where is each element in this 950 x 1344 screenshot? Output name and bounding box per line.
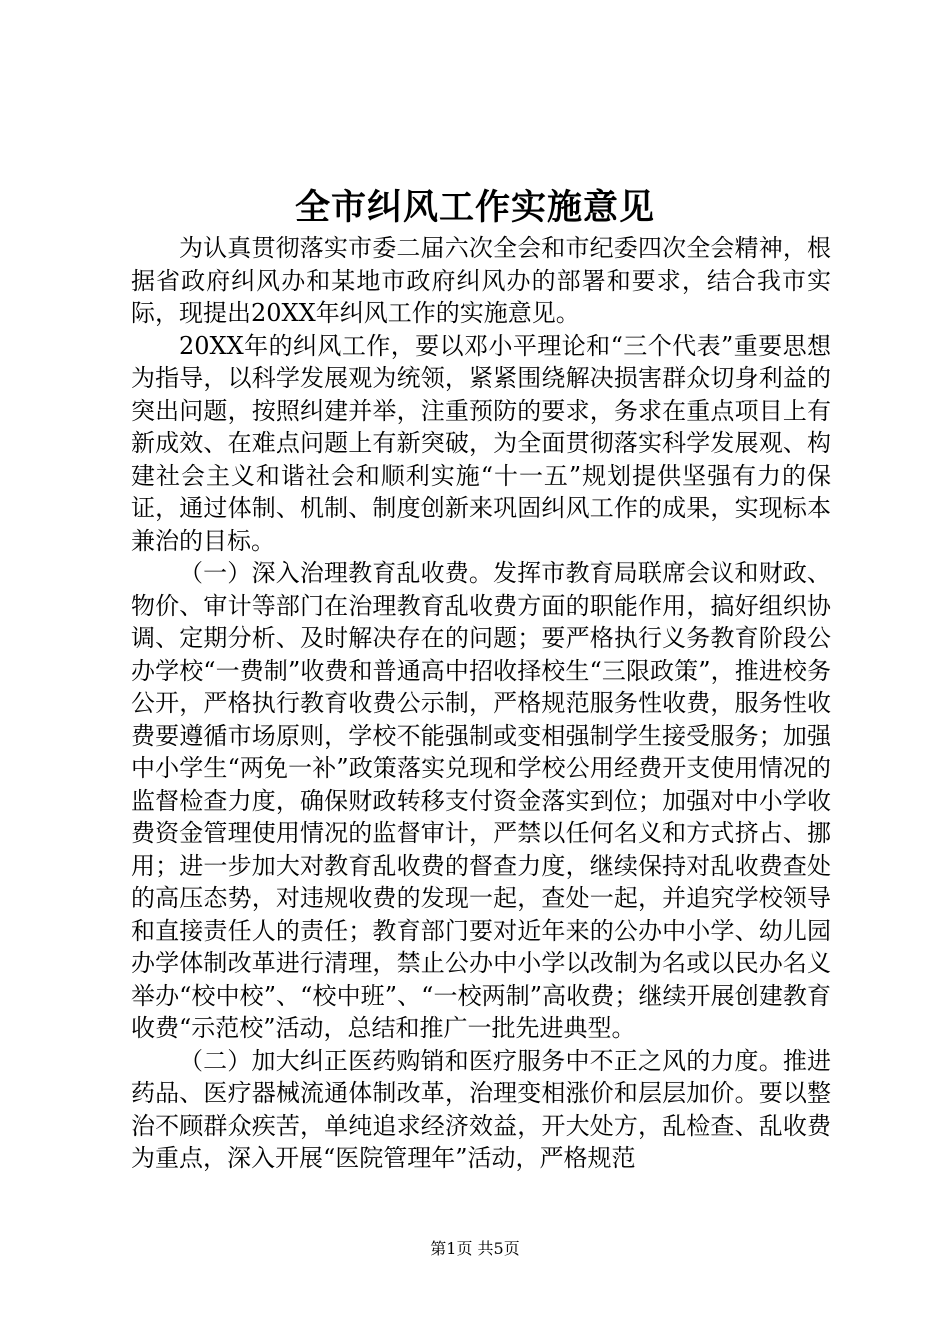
paragraph-section-1: （一）深入治理教育乱收费。发挥市教育局联席会议和财政、物价、审计等部门在治理教育乱收费方面的职能作用，搞好组织协调、定期分析、及时解决存在的问题；要严格执行义务教育阶段公办学校“一费制”收费和普通高中招收择校生“三限政策”，推进校务公开，严格执行教育收费公示制，严格规范服务性收费，服务性收费要遵循市场原则，学校不能强制或变相强制学生接受服务；加强中小学生“两免一补”政策落实兑现和学校公用经费开支使用情况的监督检查力度，确保财政转移支付资金落实到位；加强对中小学收费资金管理使用情况的监督审计，严禁以任何名义和方式挤占、挪用；进一步加大对教育乱收费的督查力度，继续保持对乱收费查处的高压态势，对违规收费的发现一起，查处一起，并追究学校领导和直接责任人的责任；教育部门要对近年来的公办中小学、幼儿园办学体制改革进行清理，禁止公办中小学以改制为名或以民办名义举办“校中校”、“校中班”、“一校两制”高收费；继续开展创建教育收费“示范校”活动，总结和推广一批先进典型。	[131, 559, 831, 1042]
document-title: 全市纠风工作实施意见	[294, 187, 655, 228]
paragraph-guiding-principle: 20XX年的纠风工作，要以邓小平理论和“三个代表”重要思想为指导，以科学发展观为统领，紧紧围绕解决损害群众切身利益的突出问题，按照纠建并举，注重预防的要求，务求在重点项目上有新成效、在难点问题上有新突破，为全面贯彻落实科学发展观、构建社会主义和谐社会和顺利实施“十一五”规划提供坚强有力的保证，通过体制、机制、制度创新来巩固纠风工作的成果，实现标本兼治的目标。	[131, 331, 831, 555]
paragraph-intro: 为认真贯彻落实市委二届六次全会和市纪委四次全会精神，根据省政府纠风办和某地市政府纠风办的部署和要求，结合我市实际，现提出20XX年纠风工作的实施意见。	[131, 234, 831, 327]
document-body	[131, 232, 831, 1175]
paragraph-section-2: （二）加大纠正医药购销和医疗服务中不正之风的力度。推进药品、医疗器械流通体制改革，治理变相涨价和层层加价。要以整治不顾群众疾苦，单纯追求经济效益，开大处方，乱检查、乱收费为重点，深入开展“医院管理年”活动，严格规范	[131, 1046, 831, 1172]
page-number-footer: 第1页 共5页	[430, 1239, 520, 1258]
